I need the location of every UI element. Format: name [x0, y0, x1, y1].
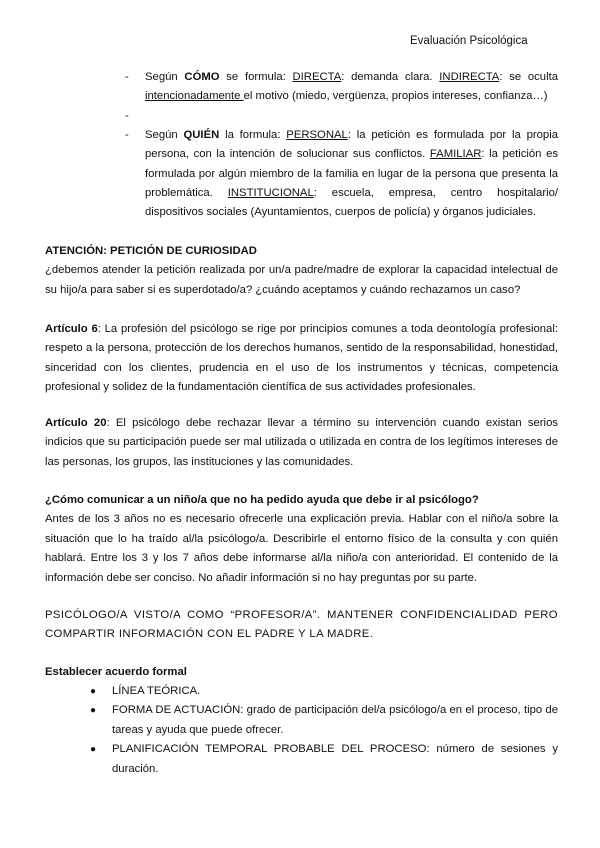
text-segment: se formula:	[219, 71, 293, 83]
comunicar-section	[45, 491, 558, 588]
text-segment: Según	[145, 71, 185, 83]
dash-bullet: -	[125, 109, 129, 122]
acuerdo-list	[90, 682, 558, 779]
page-header-title: Evaluación Psicológica	[410, 35, 528, 47]
term-familiar: FAMILIAR	[429, 148, 482, 161]
formulation-list	[125, 68, 558, 223]
list-item	[90, 740, 558, 779]
bold-quien: QUIÉN	[183, 128, 220, 141]
comunicar-heading: ¿Cómo comunicar a un niño/a que no ha pedido ayuda que debe ir al psicólogo?	[45, 494, 479, 506]
list-item-text: LÍNEA TEÓRICA.	[112, 685, 201, 697]
bullet-dot-icon: ●	[90, 705, 97, 717]
list-item-quien	[125, 126, 558, 223]
articulo-6-section	[45, 320, 558, 398]
atencion-text: ¿debemos atender la petición realizada por un/a padre/madre de explorar la capacidad intelectual de su hijo/a para saber si es superdotado/a? ¿cuándo aceptamos y cuándo rechazamos un caso?	[45, 264, 558, 296]
list-item-como	[125, 68, 558, 107]
articulo-6-text: : La profesión del psicólogo se rige por principios comunes a toda deontología profesional: respeto a la persona, protección de los derechos humanos, sentido de la responsabilidad, honestidad, sinceridad con los clientes, prudencia en el uso de los instrumentos y técnicas, competencia profesional y solidez de la fundamentación científica de sus actividades profesionales.	[45, 323, 558, 394]
term-institucional: INSTITUCIONAL	[227, 187, 314, 200]
psicologo-text: PSICÓLOGO/A VISTO/A COMO “PROFESOR/A”. MANTENER CONFIDENCIALIDAD PERO COMPARTIR INFORMACIÓN CON EL PADRE Y LA MADRE.	[45, 609, 558, 641]
term-directa: DIRECTA	[292, 71, 342, 83]
term-personal: PERSONAL	[286, 128, 348, 141]
dash-bullet: -	[125, 71, 129, 83]
psicologo-section	[45, 606, 558, 645]
acuerdo-heading-block	[45, 663, 558, 682]
list-item	[90, 701, 558, 740]
atencion-heading: ATENCIÓN: PETICIÓN DE CURIOSIDAD	[45, 245, 257, 257]
text-segment: el motivo (miedo, vergüenza, propios intereses, confianza…)	[243, 90, 548, 103]
text-segment: : la petición es formulada por la propia persona, con la intención de solucionar sus conflictos.	[145, 128, 558, 161]
atencion-section	[45, 242, 558, 300]
comunicar-text: Antes de los 3 años no es necesario ofrecerle una explicación previa. Hablar con el niño/a sobre la situación que lo ha traído al/la psicólogo/a. Describirle el entorno físico de la consulta y con quién hablará. Entre los 3 y los 7 años debe informarse al/la niño/a con anterioridad. El contenido de la información debe ser conciso. No añadir información si no hay preguntas por su parte.	[45, 513, 558, 584]
text-segment: : la petición es formulada por algún miembro de la familia en lugar de la persona que presenta la problemática.	[145, 148, 559, 200]
list-item	[90, 682, 558, 701]
list-item-empty	[125, 107, 558, 126]
text-segment: : se oculta	[499, 71, 558, 83]
term-indirecta: INDIRECTA	[439, 71, 500, 83]
dash-bullet: -	[125, 128, 129, 141]
text-segment: la formula:	[219, 128, 287, 141]
bullet-dot-icon: ●	[90, 744, 97, 756]
list-item-text: PLANIFICACIÓN TEMPORAL PROBABLE DEL PROCESO: número de sesiones y duración.	[112, 743, 558, 775]
articulo-20-label: Artículo 20	[45, 417, 107, 429]
articulo-6-label: Artículo 6	[45, 323, 98, 335]
bold-como: CÓMO	[184, 71, 220, 83]
text-segment: : demanda clara.	[341, 71, 440, 83]
list-item-text: FORMA DE ACTUACIÓN: grado de participación del/a psicólogo/a en el proceso, tipo de tareas y ayuda que puede ofrecer.	[112, 704, 558, 736]
term-intencionadamente: intencionadamente	[145, 90, 244, 103]
text-segment: : escuela, empresa, centro hospitalario/ dispositivos sociales (Ayuntamientos, cuerpos de policía) y órganos judiciales.	[145, 187, 559, 219]
articulo-20-text: : El psicólogo debe rechazar llevar a término su intervención cuando existan serios indicios que su participación puede ser mal utilizada o utilizada en contra de los legítimos intereses de las personas, los grupos, las instituciones y las comunidades.	[45, 417, 558, 468]
text-segment: Según	[145, 128, 184, 141]
acuerdo-heading: Establecer acuerdo formal	[45, 666, 187, 678]
bullet-dot-icon: ●	[90, 686, 97, 697]
articulo-20-section	[45, 414, 558, 472]
